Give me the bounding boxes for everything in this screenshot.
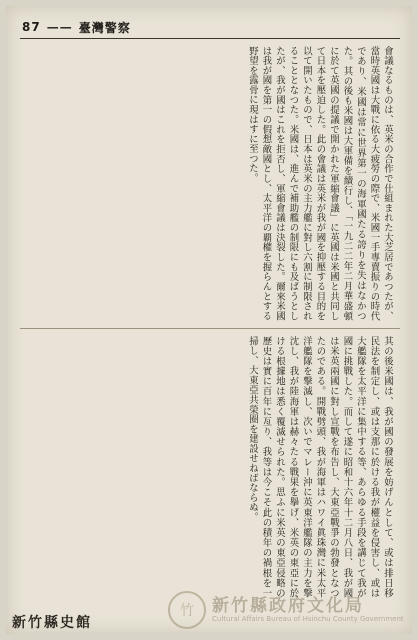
article-body-top: 會議なるものは、英米の合作で仕組まれた大芝居であつたが、當時英國は大戰に依る大疲勞の際で、米國一手專賣振りの時代であり、米國は常に世界第一の海軍國たる誇りを失はなかつた。其の後も米國は大軍備を續行し、「一九二二年二月華盛頓に於て英國の提議で開かれた軍縮會議」に英國は米國と共同して日本を壓迫した。此の會議は英米が我が國を抑壓する目的を以て開いたもので、日本は英米の主力艦に對し六割に制限されることとなつた。米國は、進んで補助艦の制限にも及ばうとしたが、我が國はこれを拒否し、軍縮會議は決裂した。爾來米國は我が國を第一の假想敵國とし、太平洋の覇權を握らんとする野望を露骨に現はすに至つた。 xyxy=(247,46,393,321)
page-number: 87 xyxy=(22,20,41,34)
watermark-logo-icon: 竹 xyxy=(168,591,206,629)
journal-title: 臺灣警察 xyxy=(78,20,131,35)
section-divider xyxy=(20,328,400,329)
document-page xyxy=(6,6,412,634)
library-stamp: 新竹縣史館 xyxy=(12,615,92,631)
article-body-bottom: 其の後米國は、我が國の發展を妨げんとして、或は排日移民法を制定し、或は支那に於ける我が權益を侵害し、或は大艦隊を太平洋に集中する等、あらゆる手段を講じて我が國に挑戰した。而して遂に昭和十六年十二月八日、我が國は米英兩國に對し宣戰を布告し、大東亞戰爭の勃發となつたのである。開戰劈頭、我が海軍はハワイ眞珠灣に米太平洋艦隊を撃滅し、次いでマレー沖に英東洋艦隊の主力を撃沈し、我が陸海軍は赫々たる戰果を擧げ、米英の東亞に於ける根據地は悉く覆滅せられた。思ふに米英の東亞侵略の歷史は實に百年に亙り、我等は今こそ此の積年の禍根を一掃し、大東亞共榮圈を建設せねばならぬ。 xyxy=(247,336,393,598)
page-header xyxy=(22,18,131,36)
header-dash: —— xyxy=(46,20,73,34)
header-rule xyxy=(20,38,400,39)
watermark xyxy=(168,588,408,632)
watermark-title: 新竹縣政府文化局 xyxy=(212,595,364,616)
watermark-subtitle: Cultural Affairs Bureau of Hsinchu County Government xyxy=(212,614,404,623)
